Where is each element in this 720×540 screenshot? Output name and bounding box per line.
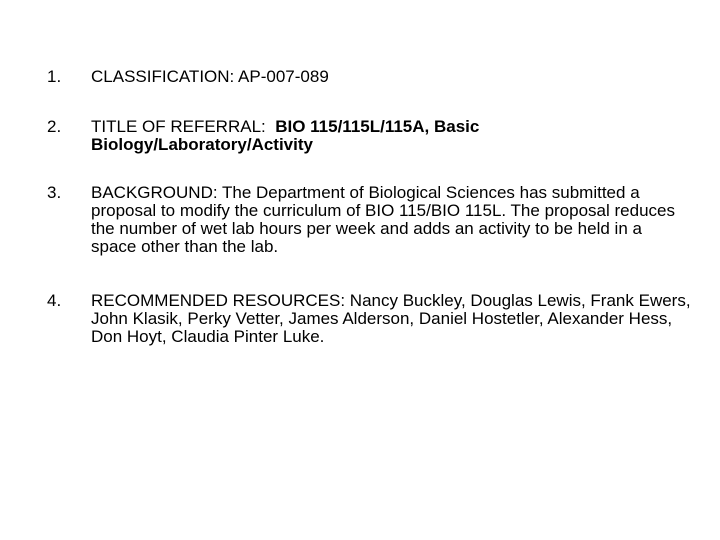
recommended-resources-text: RECOMMENDED RESOURCES: Nancy Buckley, Douglas Lewis, Frank Ewers, John Klasik, Perky Vetter, James Alderson, Daniel Hostetler, Alexander Hess, Don Hoyt, Claudia Pinter Luke. bbox=[91, 291, 691, 346]
item-number: 4. bbox=[47, 291, 62, 310]
item-number: 3. bbox=[47, 183, 62, 202]
background-text: BACKGROUND: The Department of Biological Sciences has submitted a proposal to modify the curriculum of BIO 115/BIO 115L. The proposal reduces the number of wet lab hours per week and adds an activity to be held in a space other than the lab. bbox=[91, 183, 675, 256]
item-number: 1. bbox=[47, 67, 62, 86]
referral-course-title: BIO 115/115L/115A, Basic Biology/Laboratory/Activity bbox=[91, 117, 480, 154]
classification-text: CLASSIFICATION: AP-007-089 bbox=[91, 67, 329, 86]
title-of-referral-label: TITLE OF REFERRAL: bbox=[91, 117, 266, 136]
item-number: 2. bbox=[47, 117, 62, 136]
title-of-referral-text bbox=[91, 118, 691, 154]
